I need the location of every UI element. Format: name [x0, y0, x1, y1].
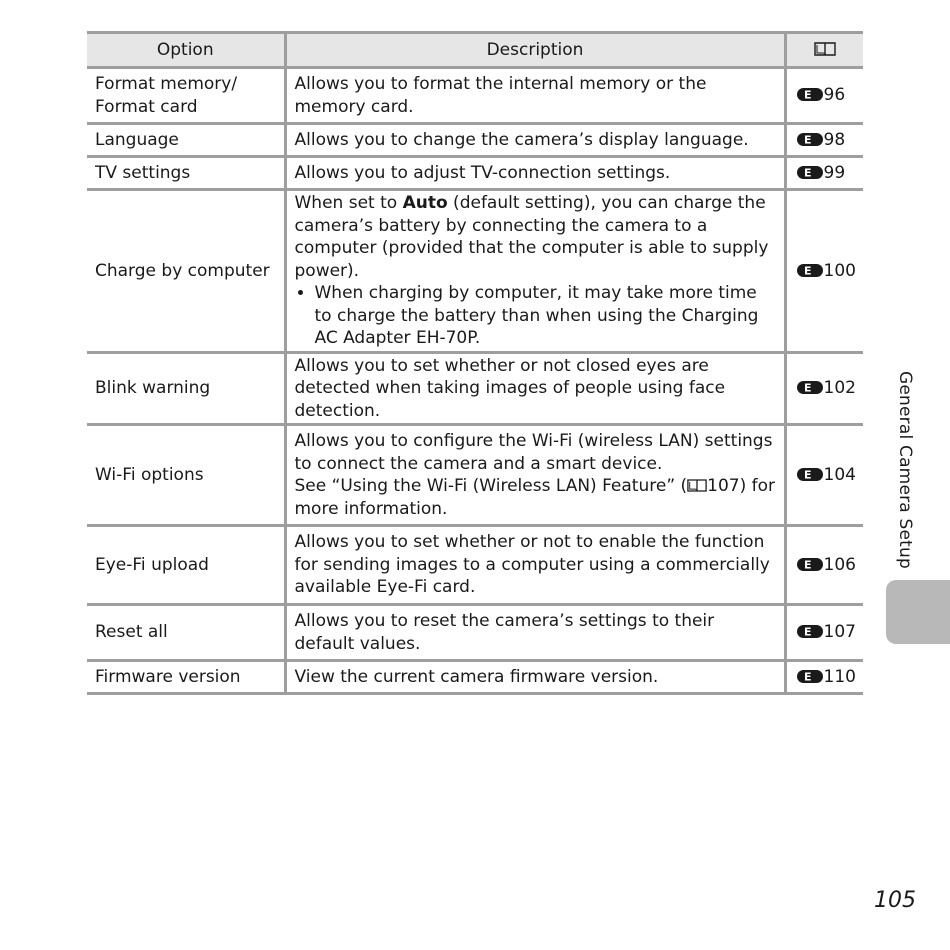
description-cell: Allows you to set whether or not to enable the function for sending images to a computer using a commercially available Eye-Fi card. [285, 526, 785, 605]
reference-cell [785, 605, 863, 661]
table-row [87, 425, 863, 526]
svg-text:E: E [803, 264, 812, 277]
option-cell: TV settings [87, 157, 285, 190]
description-text: ) for more information. [294, 476, 776, 519]
svg-text:E: E [803, 625, 812, 639]
reference-page: 106 [823, 554, 856, 575]
e-reference-icon [797, 166, 823, 179]
reference-page: 107 [823, 622, 856, 643]
reference-page: 102 [823, 378, 856, 398]
option-header: Option [87, 33, 285, 68]
reference-cell [785, 661, 863, 694]
table-row [87, 190, 863, 353]
e-reference-icon [797, 468, 823, 481]
description-text: See “Using the Wi-Fi (Wireless LAN) Feature” ( [294, 476, 688, 496]
description-cell: Allows you to format the internal memory or the memory card. [285, 68, 785, 124]
description-text: (default setting), you can charge the camera’s battery by connecting the camera to a computer (provided that the computer is able to supply power). [294, 193, 769, 281]
cross-reference-page: 107 [707, 476, 740, 496]
reference-cell [785, 526, 863, 605]
reference-page: 99 [823, 162, 846, 183]
option-cell: Language [87, 124, 285, 157]
description-header: Description [285, 33, 785, 68]
reference-cell [785, 352, 863, 425]
svg-text:E: E [803, 558, 812, 571]
description-cell: Allows you to set whether or not closed eyes are detected when taking images of people using face detection. [285, 352, 785, 425]
table-header-row [87, 33, 863, 68]
reference-page: 96 [823, 85, 846, 106]
svg-text:E: E [803, 133, 812, 146]
reference-page: 100 [823, 260, 856, 281]
table-row [87, 124, 863, 157]
reference-cell [785, 68, 863, 124]
reference-page: 98 [823, 129, 846, 150]
e-reference-icon [797, 264, 823, 277]
description-cell: Allows you to reset the camera’s settings to their default values. [285, 605, 785, 661]
description-cell: View the current camera firmware version. [285, 661, 785, 694]
reference-cell [785, 190, 863, 353]
table-row [87, 68, 863, 124]
option-cell: Firmware version [87, 661, 285, 694]
description-cell [285, 190, 785, 353]
page-number: 105 [874, 888, 916, 913]
reference-page: 110 [823, 666, 856, 687]
reference-cell [785, 425, 863, 526]
reference-cell [785, 157, 863, 190]
table-row [87, 661, 863, 694]
setting-value-bold: Auto [402, 193, 448, 213]
svg-text:E: E [803, 670, 812, 683]
table-row [87, 157, 863, 190]
option-cell: Reset all [87, 605, 285, 661]
e-reference-icon [797, 625, 823, 638]
bullet-item: • When charging by computer, it may take more time to charge the battery than when using the Charging AC Adapter EH-70P. [315, 282, 778, 350]
description-cell [285, 425, 785, 526]
bullet-list [295, 282, 778, 350]
e-reference-icon [797, 133, 823, 146]
option-name: Format memory/ Format card [95, 74, 238, 117]
reference-cell [785, 124, 863, 157]
table-row [87, 352, 863, 425]
option-cell [87, 68, 285, 124]
option-cell: Eye-Fi upload [87, 526, 285, 605]
description-cell: Allows you to adjust TV-connection settings. [285, 157, 785, 190]
book-icon [687, 478, 707, 493]
svg-text:E: E [803, 468, 812, 481]
option-cell: Blink warning [87, 352, 285, 425]
svg-text:E: E [803, 166, 812, 179]
e-reference-icon [797, 88, 823, 101]
svg-text:E: E [803, 381, 812, 394]
e-reference-icon [797, 558, 823, 571]
e-reference-icon [797, 670, 823, 683]
settings-table [87, 31, 863, 695]
option-cell: Charge by computer [87, 190, 285, 353]
book-icon [814, 41, 836, 57]
description-text: Allows you to configure the Wi-Fi (wireless LAN) settings to connect the camera and a smart device. [294, 431, 773, 474]
reference-header [785, 33, 863, 68]
table-row [87, 605, 863, 661]
option-cell: Wi-Fi options [87, 425, 285, 526]
section-label-text: General Camera Setup [895, 371, 915, 569]
svg-text:E: E [803, 88, 812, 102]
e-reference-icon [797, 381, 823, 394]
table-row [87, 526, 863, 605]
reference-page: 104 [823, 464, 856, 485]
description-cell: Allows you to change the camera’s display language. [285, 124, 785, 157]
description-text: When set to [294, 193, 403, 213]
section-tab [886, 580, 950, 644]
